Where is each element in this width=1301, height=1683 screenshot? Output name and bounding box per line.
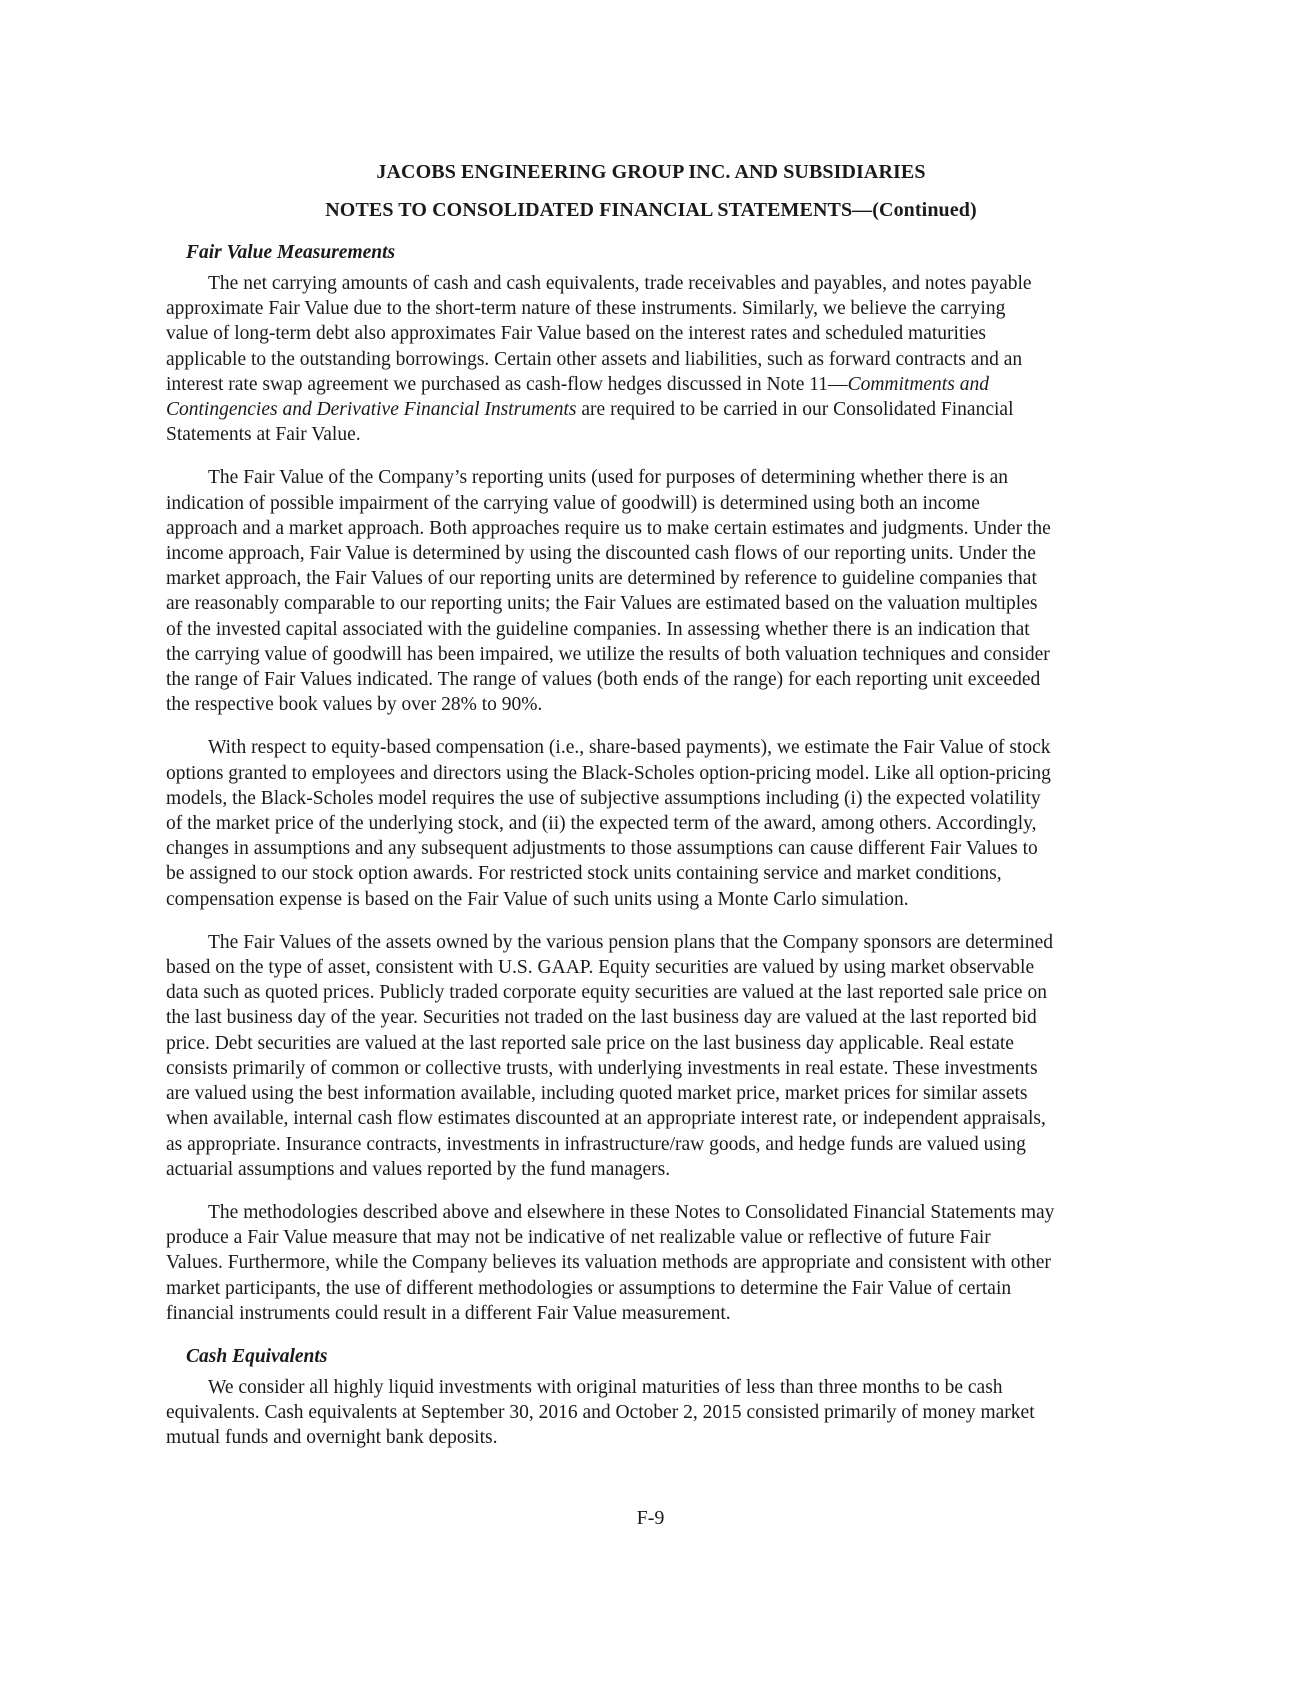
text-line: changes in assumptions and any subsequent adjustments to those assumptions can cause different Fair Values to (166, 838, 1038, 860)
text-line: approach and a market approach. Both approaches require us to make certain estimates and judgments. Under the (166, 517, 1051, 539)
fair-value-paragraph-1 (166, 271, 1136, 447)
section-title-cash-equivalents: Cash Equivalents (186, 1345, 328, 1367)
text-line: Values. Furthermore, while the Company believes its valuation methods are appropriate and consistent with other (166, 1252, 1051, 1274)
text-line: consists primarily of common or collective trusts, with underlying investments in real estate. These investments (166, 1057, 1038, 1079)
text-line: The methodologies described above and elsewhere in these Notes to Consolidated Financial Statements may (208, 1201, 1055, 1223)
text-line: compensation expense is based on the Fair Value of such units using a Monte Carlo simulation. (166, 888, 909, 910)
text-line: of the market price of the underlying stock, and (ii) the expected term of the award, among others. Accordingly, (166, 813, 1037, 835)
text-line: produce a Fair Value measure that may not be indicative of net realizable value or reflective of future Fair (166, 1227, 991, 1249)
text-line: the range of Fair Values indicated. The range of values (both ends of the range) for each reporting unit exceeded (166, 669, 1041, 691)
text-line: Statements at Fair Value. (166, 424, 361, 446)
text-line: market participants, the use of different methodologies or assumptions to determine the Fair Value of certain (166, 1277, 1012, 1299)
fair-value-paragraph-3 (166, 735, 1136, 911)
italic-reference: Commitments and (847, 373, 989, 395)
text-line (166, 397, 1136, 422)
text-line: The Fair Values of the assets owned by the various pension plans that the Company sponsors are determined (208, 931, 1054, 953)
text-line: financial instruments could result in a different Fair Value measurement. (166, 1302, 731, 1324)
fair-value-paragraph-4 (166, 930, 1136, 1182)
text-run: are required to be carried in our Consolidated Financial (576, 399, 1014, 421)
text-line: models, the Black-Scholes model requires the use of subjective assumptions including (i) the expected volatility (166, 787, 1041, 809)
text-line: applicable to the outstanding borrowings. Certain other assets and liabilities, such as forward contracts and an (166, 348, 1023, 370)
text-line: based on the type of asset, consistent with U.S. GAAP. Equity securities are valued by using market observable (166, 957, 1035, 979)
text-line: The net carrying amounts of cash and cash equivalents, trade receivables and payables, and notes payable (208, 273, 1032, 294)
text-line: of the invested capital associated with the guideline companies. In assessing whether there is an indication that (166, 618, 1030, 640)
text-line: when available, internal cash flow estimates discounted at an appropriate interest rate, or independent appraisals, (166, 1108, 1046, 1130)
text-line: market approach, the Fair Values of our reporting units are determined by reference to guideline companies that (166, 568, 1037, 590)
text-line: data such as quoted prices. Publicly traded corporate equity securities are valued at the last reported sale price on (166, 982, 1047, 1004)
text-line: The Fair Value of the Company’s reporting units (used for purposes of determining whether there is an (208, 467, 1009, 489)
text-line: options granted to employees and directors using the Black-Scholes option-pricing model. Like all option-pricing (166, 762, 1051, 784)
fair-value-paragraph-2 (166, 465, 1136, 717)
text-line: approximate Fair Value due to the short-term nature of these instruments. Similarly, we believe the carrying (166, 298, 1006, 320)
italic-reference: Contingencies and Derivative Financial Instruments (166, 399, 577, 421)
text-line: the last business day of the year. Securities not traded on the last business day are valued at the last reported bid (166, 1007, 1037, 1029)
text-line: the respective book values by over 28% to 90%. (166, 694, 543, 716)
text-line: actuarial assumptions and values reported by the fund managers. (166, 1158, 671, 1180)
text-line: the carrying value of goodwill has been impaired, we utilize the results of both valuation techniques and consider (166, 643, 1050, 665)
text-line (166, 372, 1136, 397)
text-run: interest rate swap agreement we purchased as cash-flow hedges discussed in Note 11— (166, 373, 848, 395)
notes-subtitle: NOTES TO CONSOLIDATED FINANCIAL STATEMENTS—(Continued) (325, 199, 977, 221)
text-line: We consider all highly liquid investments with original maturities of less than three months to be cash (208, 1376, 1003, 1398)
company-header: JACOBS ENGINEERING GROUP INC. AND SUBSIDIARIES (376, 161, 926, 183)
text-line: price. Debt securities are valued at the last reported sale price on the last business day applicable. Real estate (166, 1032, 1014, 1054)
document-page (166, 158, 1136, 1451)
text-line: mutual funds and overnight bank deposits. (166, 1427, 498, 1449)
text-line: be assigned to our stock option awards. For restricted stock units containing service and market conditions, (166, 863, 1002, 885)
fair-value-paragraph-5 (166, 1200, 1136, 1326)
text-line: as appropriate. Insurance contracts, investments in infrastructure/raw goods, and hedge funds are valued using (166, 1133, 1026, 1155)
text-line: value of long-term debt also approximates Fair Value based on the interest rates and scheduled maturities (166, 323, 987, 345)
text-line: income approach, Fair Value is determined by using the discounted cash flows of our reporting units. Under the (166, 543, 1036, 565)
section-title-fair-value: Fair Value Measurements (186, 242, 396, 263)
text-line: With respect to equity-based compensation (i.e., share-based payments), we estimate the Fair Value of stock (208, 737, 1051, 759)
page-number: F-9 (636, 1507, 665, 1529)
text-line: equivalents. Cash equivalents at September 30, 2016 and October 2, 2015 consisted primarily of money market (166, 1402, 1035, 1424)
text-line: indication of possible impairment of the carrying value of goodwill) is determined using both an income (166, 492, 980, 514)
text-line: are reasonably comparable to our reporting units; the Fair Values are estimated based on the valuation multiples (166, 593, 1038, 615)
cash-equivalents-paragraph (166, 1375, 1136, 1451)
text-line: are valued using the best information available, including quoted market price, market prices for similar assets (166, 1083, 1028, 1105)
